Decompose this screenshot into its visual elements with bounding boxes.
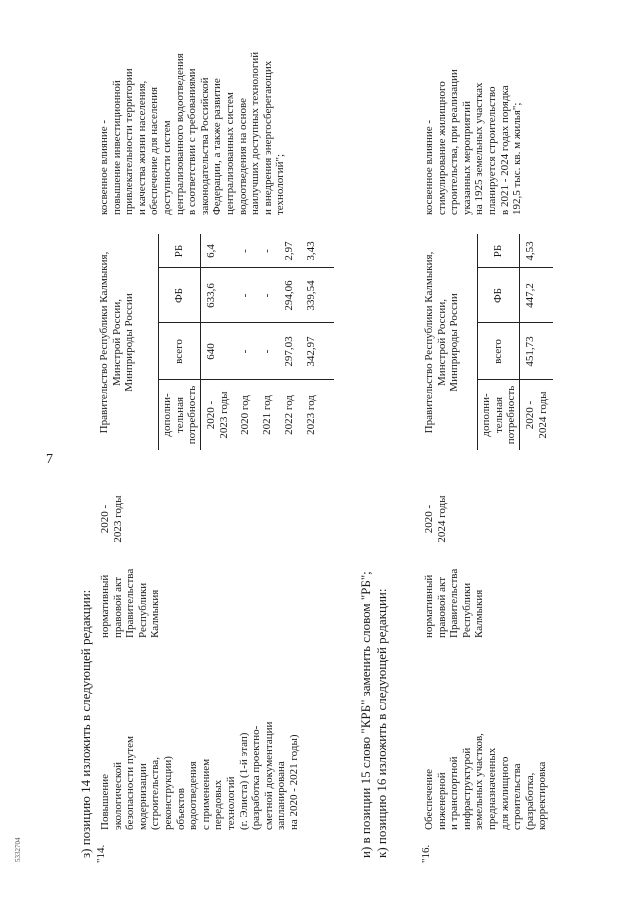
pos14-period-line: 2023 годы [111,495,124,543]
pos16-name [423,733,549,830]
pos14-effect-line: доступности систем [160,120,173,215]
pos16-name-line: корректировка [536,761,549,830]
pos14-fb-header: ФБ [173,288,185,304]
page-number: 7 [46,452,53,467]
pos14-effect-line: Федерации, а также развитие [211,78,224,215]
pos14-effect-line: законодательства Российской [198,77,211,215]
pos14-name-line: модернизации [136,763,149,830]
pos16-name-line: предназначенных [485,747,498,830]
pos14-effect-line: наилучших доступных технологий [249,51,262,215]
pos14-act [99,569,162,638]
pos14-row-period-cell [261,380,274,450]
pos16-row-period-line: 2024 годы [536,391,549,439]
instruction-k: к) позицию 16 изложить в следующей редакции: [374,588,389,858]
pos14-need-header [161,380,199,450]
pos14-row-period-line: 2023 год [305,395,317,435]
pos14-row-period-line: 2020 - [205,400,217,430]
pos16-effect-line: 192,5 тыс. кв. м жилья"; [511,102,524,215]
pos16-name-line: Обеспечение [423,769,435,830]
pos14-act-line: Республики [136,582,149,638]
pos16-executor-line: Минстрой России, [435,299,448,386]
pos14-row-period-line: 2021 год [261,395,273,435]
pos16-row-period-cell [524,380,549,450]
pos14-row-period-line: 2020 год [239,395,251,435]
pos14-name-line: сметной документации [262,721,275,830]
pos16-fb-header: ФБ [492,288,504,304]
pos16-effect [423,69,524,215]
pos16-effect-line: планируется строительство [485,86,498,215]
pos14-effect-line: и внедрения энергосберегающих [261,60,274,215]
pos14-row-fb-cell: 339,54 [305,280,317,311]
pos14-effect-line: повышение инвестиционной [110,80,123,215]
pos14-row-total-cell: 342,97 [305,336,317,367]
pos16-executor-line: Правительство Республики Калмыкия, [423,251,435,434]
pos14-name-line: (строительства, [149,757,162,830]
pos16-need-header-line: дополни- [480,393,492,437]
pos16-effect-line: косвенное влияние - [423,119,435,215]
pos14-row-period-line: 2023 годы [217,391,230,439]
pos16-need-header-line: потребность [505,385,518,445]
pos14-row-total-cell: 640 [205,343,217,360]
pos14-name-line: запланирована [275,761,288,830]
pos14-row-period-cell [305,380,318,450]
pos14-effect-line: обеспечение для населения [148,86,161,215]
pos16-table-col-line [477,322,553,323]
pos14-effect-line: технологий"; [274,153,287,215]
pos16-effect-line: строительства, при реализации [448,69,461,215]
pos14-row-total-cell: 297,03 [283,336,295,367]
pos14-name-line: водоотведения [187,761,200,830]
pos16-name-line: (разработка, [523,772,536,830]
pos14-executor-line: Минприроды России [123,293,136,392]
document-code: 5332704 [14,837,22,862]
pos16-rb-header: РБ [492,244,504,258]
pos16-row-period-line: 2020 - [524,400,536,430]
pos16-effect-line: в 2021 - 2024 годах порядка [498,85,511,215]
pos14-need-header-line: потребность [186,385,199,445]
pos14-name-line: на 2020 - 2021 годы) [287,734,300,830]
pos16-act [423,569,486,638]
pos14-row-fb-cell: - [261,293,273,298]
pos14-effect-line: и качества жизни населения, [135,80,148,215]
pos14-name-line: экологической [111,762,124,830]
instruction-i: и) в позиции 15 слово "КРБ" заменить словом "РБ"; [358,571,373,858]
pos16-total-header: всего [492,339,504,364]
pos14-name-line: реконструкции) [161,756,174,830]
pos14-row-fb-cell: - [239,293,251,298]
pos14-period [99,491,124,547]
pos16-number: "16. [420,844,432,863]
pos16-period-line: 2020 - [423,504,435,534]
pos14-executor-line: Минстрой России, [110,299,123,386]
pos14-effect-line: водоотведения на основе [236,97,249,215]
pos14-effect-line: централизованного водоотведения [173,53,186,215]
pos14-row-fb-cell: 294,06 [283,280,295,311]
pos14-act-line: Правительства [124,568,137,638]
pos14-effect-line: в соответствии с требованиями [186,68,199,215]
pos14-row-total-cell: - [239,349,251,354]
pos16-need-header [480,380,518,450]
pos16-period-line: 2024 годы [435,495,448,543]
pos16-name-line: для жилищного [498,756,511,830]
pos16-period [423,491,448,547]
pos16-act-line: Республики [460,582,473,638]
pos14-row-rb-cell: 6,4 [205,244,217,258]
pos14-name-line: передовых [212,779,225,830]
pos16-executor [423,235,461,450]
pos16-table-col-line [477,267,553,268]
pos14-name-line: технологий [224,776,237,830]
pos14-effect-line: косвенное влияние - [98,119,110,215]
pos16-executor-line: Минприроды России [448,293,461,392]
pos16-row-total-cell: 451,73 [524,336,536,367]
pos14-act-line: Калмыкия [149,589,162,638]
pos16-name-line: земельных участков, [473,733,486,830]
pos14-name-line: Повышение [99,773,111,830]
pos14-rb-header: РБ [173,244,185,258]
pos14-row-rb-cell: 3,43 [305,241,317,261]
pos14-act-line: правовой акт [111,576,124,638]
pos16-act-line: Калмыкия [473,589,486,638]
pos14-row-rb-cell: 2,97 [283,241,295,261]
pos14-period-line: 2020 - [99,504,111,534]
pos14-row-fb-cell: 633,6 [205,283,217,308]
pos16-effect-line: на 1925 земельных участках [473,82,486,215]
pos14-row-period-cell [239,380,252,450]
pos16-row-fb-cell: 447,2 [524,283,536,308]
pos16-name-line: и транспортной [448,756,461,830]
pos14-need-header-line: дополни- [161,393,173,437]
pos14-name [99,722,301,830]
pos16-act-line: нормативный [423,574,435,638]
pos14-effect-line: привлекательности территории [123,68,136,215]
pos14-row-period-cell [205,380,230,450]
pos14-row-period-cell [283,380,296,450]
pos14-total-header: всего [173,339,185,364]
pos14-row-rb-cell: - [239,249,251,253]
pos14-row-rb-cell: - [261,249,273,253]
pos14-effect [98,52,287,215]
pos14-row-total-cell: - [261,349,273,354]
pos16-row-rb-cell: 4,53 [524,241,536,261]
pos14-name-line: безопасности путем [124,736,137,830]
pos14-effect-line: централизованных систем [223,92,236,215]
pos16-effect-line: указанных мероприятий [460,101,473,215]
pos16-name-line: строительства [511,763,524,830]
pos14-need-header-line: тельная [173,396,186,434]
pos16-act-line: Правительства [448,568,461,638]
pos14-act-line: нормативный [99,574,111,638]
pos14-name-line: с применением [199,758,212,830]
pos16-effect-line: стимулирование жилищного [435,81,448,215]
pos14-row-period-line: 2022 год [283,395,295,435]
pos14-executor [98,235,136,450]
instruction-z: з) позицию 14 изложить в следующей редакции: [78,589,93,858]
pos14-name-line: (разработка проектно- [250,725,263,830]
pos16-act-line: правовой акт [435,576,448,638]
pos16-name-line: инженерной [435,772,448,830]
pos14-name-line: объектов [174,788,187,830]
pos16-need-header-line: тельная [492,396,505,434]
pos16-name-line: инфраструктурой [460,747,473,830]
pos14-number: "14. [95,844,107,863]
pos14-executor-line: Правительство Республики Калмыкия, [98,251,110,434]
pos14-name-line: (г. Элиста) (1-й этап) [237,732,250,830]
